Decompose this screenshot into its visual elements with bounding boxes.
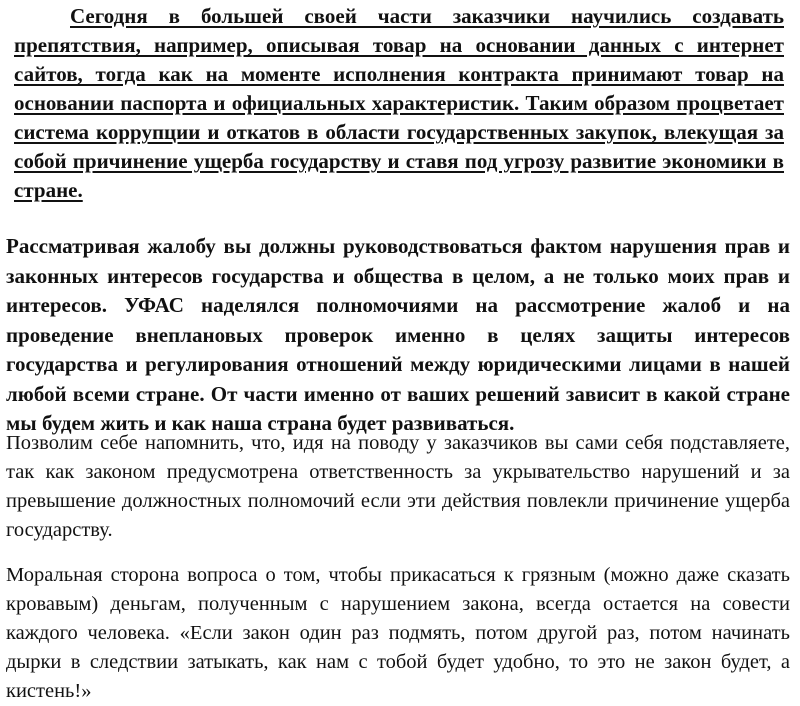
paragraph-responsibility-reminder: Позволим себе напомнить, что, идя на поводу у заказчиков вы сами себя подставляете, так как законом предусмотрена ответственность за укрывательство нарушений и за превышение должностных полномочий если эти действия повлекли причинение ущерба государству. (6, 432, 790, 541)
paragraph-intro-underlined (14, 2, 784, 205)
paragraph-intro-text: Сегодня в большей своей части заказчики научились создавать препятствия, например, описывая товар на основании данных с интернет сайтов, тогда как на моменте исполнения контракта принимают товар на основании паспорта и официальных характеристик. Таким образом процветает система коррупции и откатов в области государственных закупок, влекущая за собой причинение ущерба государству и ставя под угрозу развитие экономики в стране. (14, 4, 784, 202)
paragraph-appeal-to-ufas: Рассматривая жалобу вы должны руководствоваться фактом нарушения прав и законных интересов государства и общества в целом, а не только моих прав и интересов. УФАС наделялся полномочиями на рассмотрение жалоб и на проведение внеплановых проверок именно в целях защиты интересов государства и регулирования отношений между юридическими лицами в нашей любой всеми стране. От части именно от ваших решений зависит в какой стране мы будем жить и как наша страна будет развиваться. (6, 234, 790, 435)
paragraph-moral-side: Моральная сторона вопроса о том, чтобы прикасаться к грязным (можно даже сказать кровавым) деньгам, полученным с нарушением закона, всегда остается на совести каждого человека. «Если закон один раз подмять, потом другой раз, потом начинать дырки в следствии затыкать, как нам с тобой будет удобно, то это не закон будет, а кистень!» (6, 564, 790, 702)
